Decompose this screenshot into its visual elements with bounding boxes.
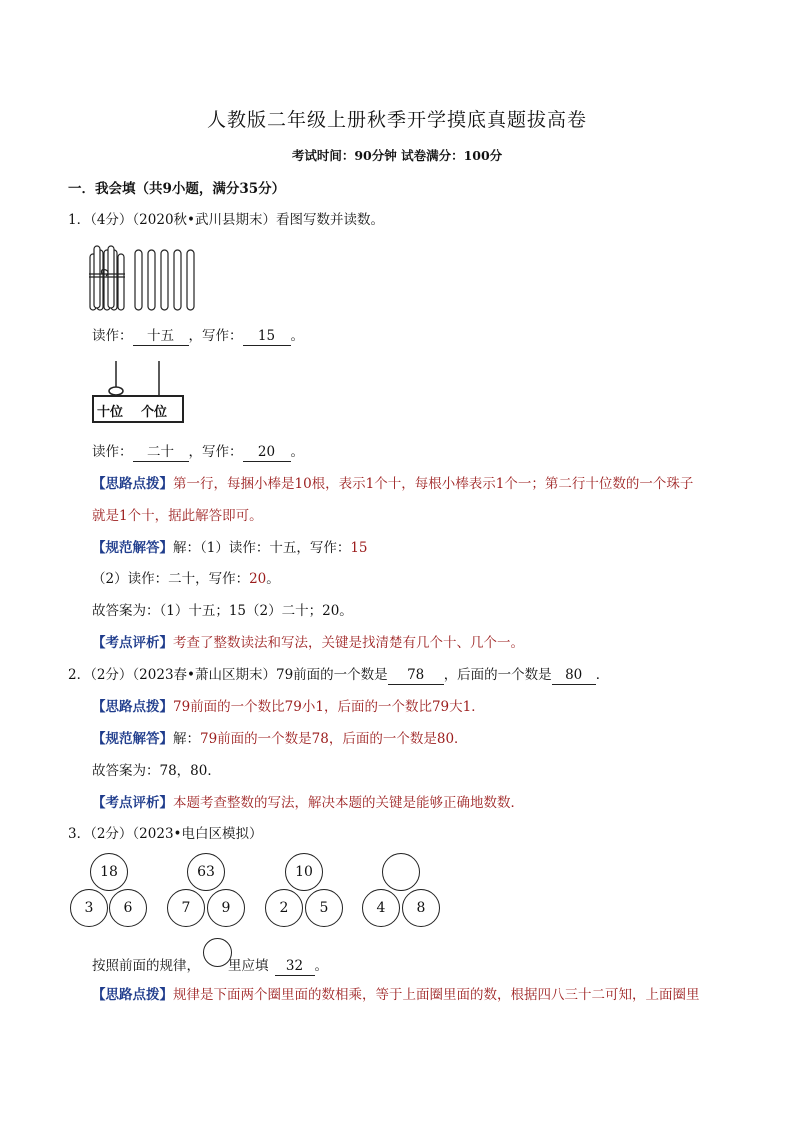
question-3: 3．（2分）（2023•电白区模拟） <box>68 826 263 842</box>
q1-hint: 【思路点拨】第一行，每捆小棒是10根，表示1个十，每根小棒表示1个一；第二行十位数的一个珠子 <box>92 476 694 492</box>
circle-top: 63 <box>187 853 225 891</box>
q2-evaluation: 【考点评析】本题考查整数的写法，解决本题的关键是能够正确地数数． <box>92 795 524 811</box>
answer-blank: 80 <box>552 666 596 685</box>
question-2: 2．（2分）（2023春•萧山区期末）79前面的一个数是 78 ，后面的一个数是 80 ． <box>68 667 610 683</box>
answer-blank: 78 <box>388 666 444 685</box>
stick-bundle-icon <box>89 246 125 310</box>
exam-info: 考试时间：90分钟 试卷满分：100分 <box>291 148 503 163</box>
q3-rule: 按照前面的规律， 里应填 32 。 <box>92 958 328 974</box>
circle-bottom-left: 3 <box>70 889 108 927</box>
page-title: 人教版二年级上册秋季开学摸底真题拔高卷 <box>206 109 587 131</box>
q1-answer: 故答案为：（1）十五；15（2）二十；20。 <box>92 603 353 619</box>
circle-bottom-right: 8 <box>402 889 440 927</box>
q1-read-write-1: 读作： 十五 ，写作： 15 。 <box>92 328 304 344</box>
circle-bottom-right: 6 <box>109 889 147 927</box>
q2-hint: 【思路点拨】79前面的一个数比79小1，后面的一个数比79大1． <box>92 699 485 715</box>
q1-hint-cont: 就是1个十，据此解答即可。 <box>92 508 263 524</box>
q1-evaluation: 【考点评析】考查了整数读法和写法，关键是找清楚有几个十、几个一。 <box>92 635 524 651</box>
single-stick-icons <box>135 250 194 310</box>
question-number: 2． <box>68 667 91 683</box>
write-label: ，写作： <box>188 444 243 460</box>
solution-tag: 【规范解答】 <box>92 731 173 747</box>
q3-hint: 【思路点拨】规律是下面两个圈里面的数相乘，等于上面圈里面的数，根据四八三十二可知，上面圈里 <box>92 987 700 1003</box>
sticks-figure <box>88 244 198 312</box>
read-label: 读作： <box>92 328 133 344</box>
answer-blank: 20 <box>243 443 291 462</box>
evaluation-tag: 【考点评析】 <box>92 795 173 811</box>
question-text: （4分）（2020秋•武川县期末）看图写数并读数。 <box>90 212 385 228</box>
circle-bottom-right: 9 <box>207 889 245 927</box>
circle-top-empty <box>382 853 420 891</box>
inline-circle-icon <box>203 938 232 967</box>
solution-tag: 【规范解答】 <box>92 540 173 556</box>
answer-blank: 15 <box>243 327 291 346</box>
write-label: ，写作： <box>188 328 243 344</box>
answer-blank: 32 <box>275 957 315 976</box>
q1-solution: 【规范解答】解：（1）读作：十五，写作：15 <box>92 540 368 556</box>
circle-bottom-left: 4 <box>362 889 400 927</box>
hint-tag: 【思路点拨】 <box>92 699 173 715</box>
read-label: 读作： <box>92 444 133 460</box>
q1-read-write-2: 读作： 二十 ，写作： 20 。 <box>92 444 304 460</box>
answer-blank: 十五 <box>133 327 189 346</box>
abacus-ones-label: 个位 <box>141 405 168 420</box>
q1-solution-2: （2）读作：二十，写作：20。 <box>92 571 280 587</box>
evaluation-tag: 【考点评析】 <box>92 635 173 651</box>
question-number: 1． <box>68 212 91 228</box>
question-number: 3． <box>68 826 91 842</box>
circle-top: 10 <box>285 853 323 891</box>
bead-icon <box>109 387 123 395</box>
circle-bottom-left: 7 <box>167 889 205 927</box>
section-heading: 一．我会填（共9小题，满分35分） <box>68 181 286 197</box>
hint-tag: 【思路点拨】 <box>92 476 173 492</box>
q2-answer: 故答案为：78，80． <box>92 763 221 779</box>
circle-bottom-left: 2 <box>265 889 303 927</box>
abacus-tens-label: 十位 <box>97 405 124 420</box>
hint-tag: 【思路点拨】 <box>92 987 173 1003</box>
answer-blank: 二十 <box>133 443 189 462</box>
q2-solution: 【规范解答】解：79前面的一个数是78，后面的一个数是80． <box>92 731 468 747</box>
circle-bottom-right: 5 <box>305 889 343 927</box>
circle-top: 18 <box>90 853 128 891</box>
question-1 <box>68 211 384 229</box>
